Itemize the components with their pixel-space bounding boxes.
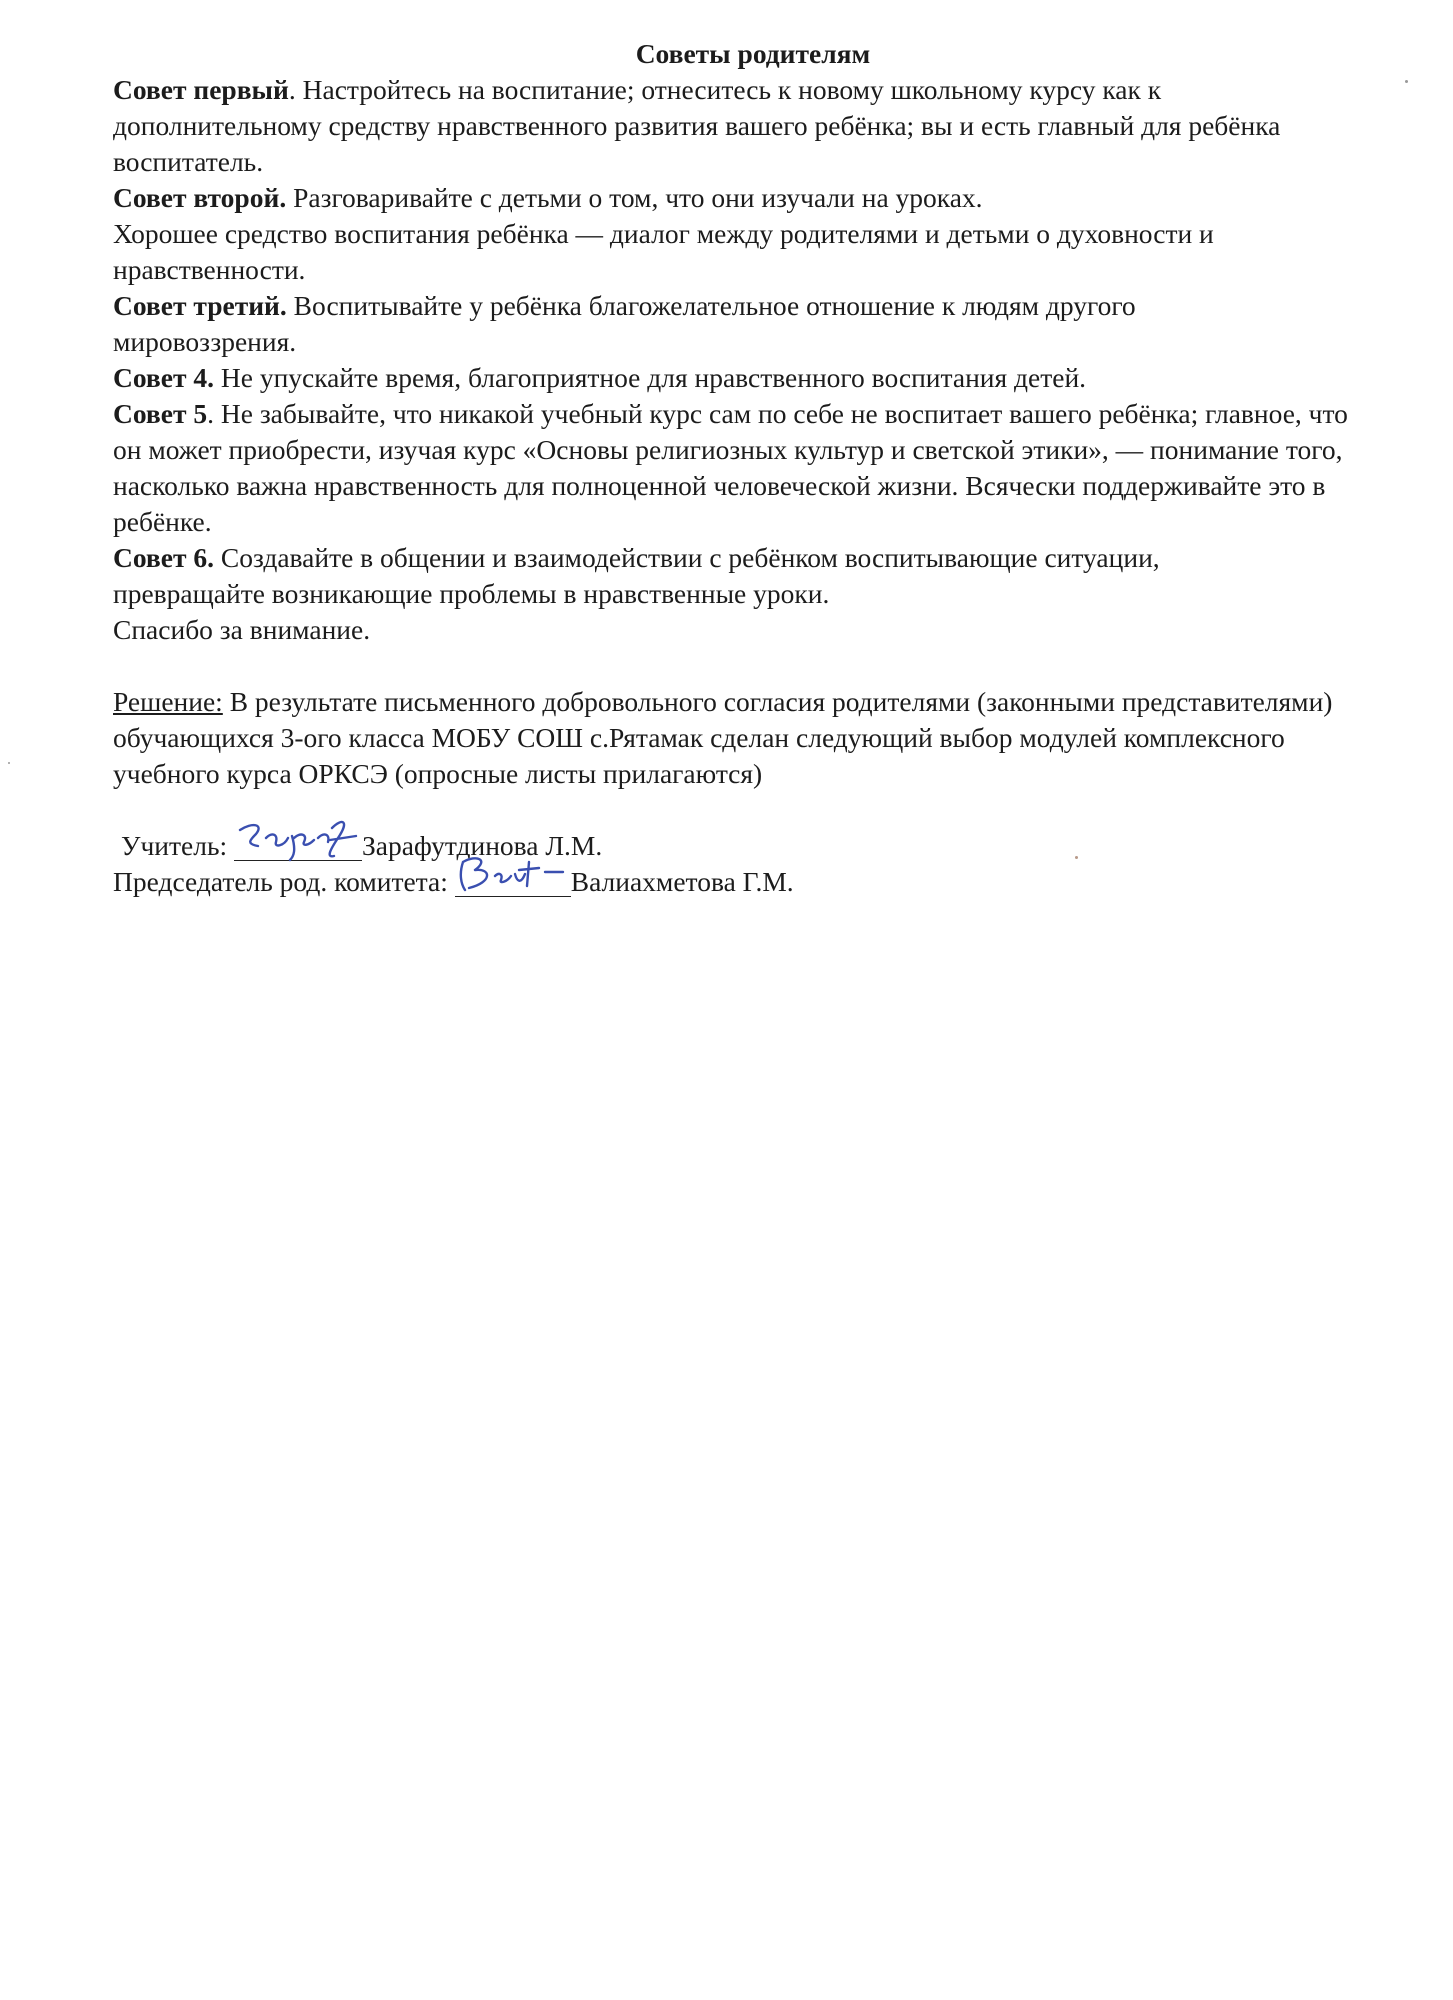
teacher-signature-mark bbox=[234, 816, 364, 860]
tip-5 bbox=[113, 396, 1353, 540]
chair-name: Валиахметова Г.М. bbox=[570, 866, 794, 897]
chair-signature bbox=[455, 866, 571, 897]
decision-label: Решение: bbox=[113, 686, 223, 717]
tip-3 bbox=[113, 288, 1293, 360]
scan-speck bbox=[8, 762, 10, 764]
tip-1 bbox=[113, 72, 1313, 180]
tip-2 bbox=[113, 180, 1413, 216]
teacher-signature-row bbox=[121, 828, 1413, 864]
chair-signature-row bbox=[113, 864, 1413, 900]
scan-speck bbox=[1405, 80, 1408, 83]
tip-text: . Не забывайте, что никакой учебный курс сам по себе не воспитает вашего ребёнка; главное, что он может приобрести, изучая курс «Основы религиозных культур и светской этики», — понимание того, насколько важна нравственность для полноценной человеческой жизни. Всячески поддерживайте это в ребёнке. bbox=[113, 398, 1348, 537]
tip-label: Совет 5 bbox=[113, 398, 208, 429]
tip-label: Совет 6. bbox=[113, 542, 214, 573]
teacher-label: Учитель: bbox=[121, 830, 228, 861]
chair-signature-mark bbox=[455, 852, 575, 896]
document-title: Советы родителям bbox=[635, 38, 871, 69]
tip-label: Совет 4. bbox=[113, 362, 214, 393]
tip-text: Не упускайте время, благоприятное для нравственного воспитания детей. bbox=[214, 362, 1087, 393]
tip-label: Совет второй. bbox=[113, 182, 287, 213]
tip-4 bbox=[113, 360, 1413, 396]
document-body bbox=[113, 36, 1413, 900]
teacher-signature bbox=[234, 830, 362, 861]
scan-speck bbox=[1075, 856, 1078, 859]
tip-text: Хорошее средство воспитания ребёнка — диалог между родителями и детьми о духовности и нравственности. bbox=[113, 218, 1214, 285]
teacher-name: Зарафутдинова Л.М. bbox=[362, 830, 603, 861]
tip-text: Создавайте в общении и взаимодействии с ребёнком воспитывающие ситуации, превращайте возникающие проблемы в нравственные уроки. bbox=[113, 542, 1160, 609]
tip-text: Воспитывайте у ребёнка благожелательное отношение к людям другого мировоззрения. bbox=[113, 290, 1136, 357]
tip-6 bbox=[113, 540, 1313, 612]
tip-label: Совет первый bbox=[113, 74, 289, 105]
closing-text: Спасибо за внимание. bbox=[113, 614, 371, 645]
tip-label: Совет третий. bbox=[113, 290, 287, 321]
decision bbox=[113, 684, 1333, 792]
decision-text: В результате письменного добровольного согласия родителями (законными представителями) обучающихся 3-ого класса МОБУ СОШ с.Рятамак сделан следующий выбор модулей комплексного учебного курса ОРКСЭ (опросные листы прилагаются) bbox=[113, 686, 1333, 789]
tip-text: . Настройтесь на воспитание; отнеситесь к новому школьному курсу как к дополнительному средству нравственного развития вашего ребёнка; вы и есть главный для ребёнка воспитатель. bbox=[113, 74, 1281, 177]
tip-text: Разговаривайте с детьми о том, что они изучали на уроках. bbox=[286, 182, 983, 213]
spacer bbox=[113, 648, 1413, 684]
chair-label: Председатель род. комитета: bbox=[113, 866, 448, 897]
tip-2-continuation bbox=[113, 216, 1393, 288]
